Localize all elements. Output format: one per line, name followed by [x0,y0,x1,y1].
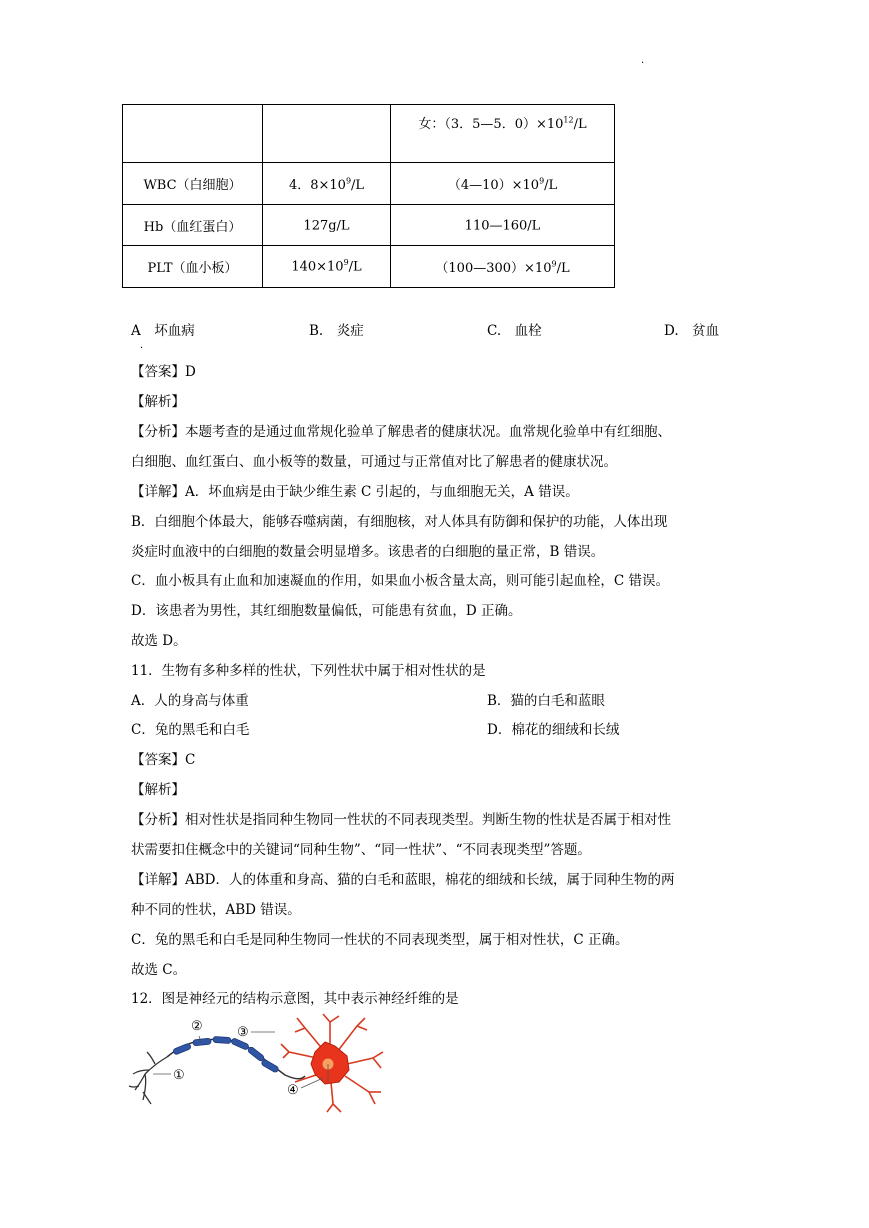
q10-answer: 【答案】D [131,364,196,380]
table-cell-range: $(100—300)\times 10^9/L$ [391,246,615,288]
q10-detail-line-2: B．白细胞个体最大，能够吞噬病菌，有细胞核，对人体具有防御和保护的功能，人体出现 [131,514,668,530]
q11-option-c: C．兔的黑毛和白毛 [131,722,250,738]
q11-option-d: D．棉花的细绒和长绒 [487,722,620,738]
label-2: ② [191,1019,203,1034]
table-row [123,105,615,163]
q10-detail-line-4: C．血小板具有止血和加速凝血的作用，如果血小板含量太高，则可能引起血栓，C 错误。 [131,573,669,589]
q10-detail-line-3: 炎症时血液中的白细胞的数量会明显增多。该患者的白细胞的量正常，B 错误。 [131,544,605,560]
neuron-diagram [125,1012,385,1116]
blood-test-table [122,104,615,288]
q12-stem: 12．图是神经元的结构示意图，其中表示神经纤维的是 [131,991,459,1007]
q10-detail-line-1: 【详解】A．坏血病是由于缺少维生素 C 引起的，与血细胞无关，A 错误。 [131,484,579,500]
q11-detail-line-1: 【详解】ABD．人的体重和身高、猫的白毛和蓝眼，棉花的细绒和长绒，属于同种生物的两 [131,872,675,888]
table-row [123,205,615,246]
q11-analysis-label: 【解析】 [131,782,185,798]
stray-dot: ． [140,340,150,351]
table-cell-range: 110—160/L [391,205,615,246]
label-4: ④ [287,1083,299,1098]
q11-detail-line-3: C．兔的黑毛和白毛是同种生物同一性状的不同表现类型，属于相对性状，C 正确。 [131,932,629,948]
q10-fenxi-line-1: 【分析】本题考查的是通过血常规化验单了解患者的健康状况。血常规化验单中有红细胞、 [131,424,671,440]
table-cell-range: 女：（3．5—5．$0)\times 10^{12}/L$ [391,105,615,163]
table-cell-item: PLT（血小板） [123,246,263,288]
q10-option-a: A 坏血病 [131,323,195,339]
axon-terminal-branches [129,1052,167,1104]
table-cell-item [123,105,263,163]
q11-fenxi-line-2: 状需要扣住概念中的关键词“同种生物”、“同一性状”、“不同表现类型”答题。 [131,842,591,858]
q11-stem: 11．生物有多种多样的性状，下列性状中属于相对性状的是 [131,663,486,679]
table-cell-value: 127g/L [263,205,391,246]
q11-option-a: A．人的身高与体重 [131,693,249,709]
table-cell-range: $(4—10)\times 10^9/L$ [391,163,615,205]
q10-option-b: B. 炎症 [309,323,364,339]
table-cell-item: Hb（血红蛋白） [123,205,263,246]
q11-fenxi-line-1: 【分析】相对性状是指同种生物同一性状的不同表现类型。判断生物的性状是否属于相对性 [131,812,671,828]
q10-fenxi-line-2: 白细胞、血红蛋白、血小板等的数量，可通过与正常值对比了解患者的健康状况。 [131,454,617,470]
q11-answer: 【答案】C [131,752,196,768]
label-3: ③ [237,1025,249,1040]
table-row [123,163,615,205]
q11-detail-line-2: 种不同的性状，ABD 错误。 [131,902,301,918]
corner-mark: . [641,55,645,66]
table-cell-item: WBC（白细胞） [123,163,263,205]
q10-analysis-label: 【解析】 [131,394,185,410]
table-cell-value: 4．$8\times 10^9/L$ [263,163,391,205]
q11-option-b: B．猫的白毛和蓝眼 [487,693,605,709]
q11-conclusion: 故选 C。 [131,962,187,978]
table-cell-value [263,105,391,163]
myelin-sheath [173,1036,280,1073]
q10-detail-line-5: D．该患者为男性，其红细胞数量偏低，可能患有贫血，D 正确。 [131,603,522,619]
table-cell-value: $140\times 10^9/L$ [263,246,391,288]
label-1: ① [173,1068,185,1083]
q10-conclusion: 故选 D。 [131,633,187,649]
table-row [123,246,615,288]
q10-option-d: D. 贫血 [664,323,720,339]
q10-option-c: C. 血栓 [487,323,542,339]
